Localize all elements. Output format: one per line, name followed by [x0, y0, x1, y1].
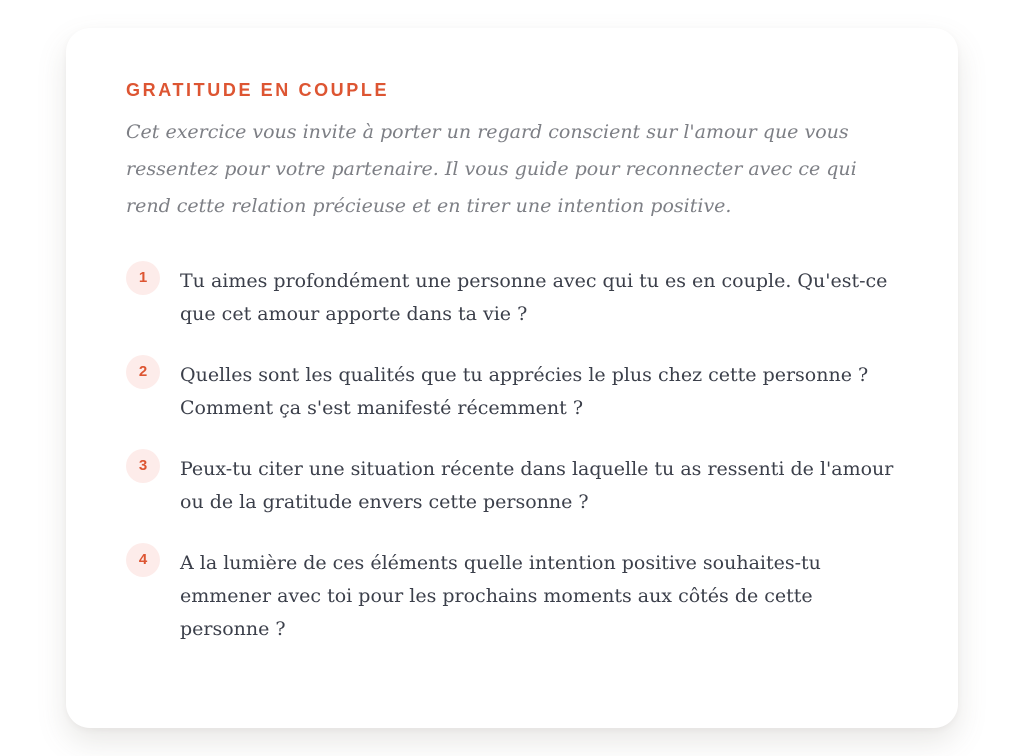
step-item-2	[126, 355, 898, 425]
step-item-3	[126, 449, 898, 519]
card-title: GRATITUDE EN COUPLE	[126, 80, 390, 100]
step-number-badge: 4	[126, 543, 160, 577]
step-question: Peux-tu citer une situation récente dans laquelle tu as ressenti de l'amour ou de la gratitude envers cette personne ?	[180, 458, 894, 513]
step-number-badge: 2	[126, 355, 160, 389]
step-number-badge: 1	[126, 261, 160, 295]
step-item-1	[126, 261, 898, 331]
step-number-badge: 3	[126, 449, 160, 483]
card-intro: Cet exercice vous invite à porter un regard conscient sur l'amour que vous ressentez pour votre partenaire. Il vous guide pour reconnecter avec ce qui rend cette relation précieuse et en tirer une intention positive.	[126, 121, 857, 217]
step-item-4	[126, 543, 898, 646]
exercise-card	[66, 28, 958, 728]
step-question: A la lumière de ces éléments quelle intention positive souhaites-tu emmener avec toi pour les prochains moments aux côtés de cette personne ?	[180, 552, 821, 640]
step-question: Tu aimes profondément une personne avec qui tu es en couple. Qu'est-ce que cet amour apporte dans ta vie ?	[180, 270, 888, 325]
steps-list	[126, 261, 898, 646]
step-question: Quelles sont les qualités que tu apprécies le plus chez cette personne ? Comment ça s'est manifesté récemment ?	[180, 364, 869, 419]
